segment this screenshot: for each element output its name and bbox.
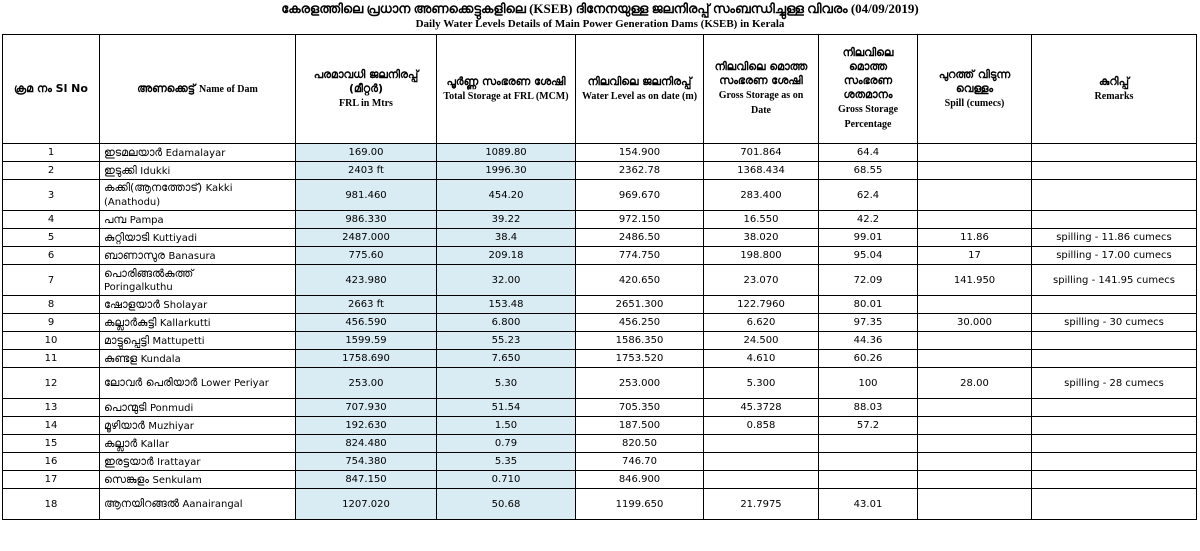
cell-pct: 80.01 — [819, 296, 918, 314]
cell-spill — [918, 489, 1032, 520]
table-row — [3, 314, 1197, 332]
cell-storage: 51.54 — [437, 399, 576, 417]
cell-pct: 60.26 — [819, 350, 918, 368]
cell-gross — [704, 471, 819, 489]
cell-spill: 11.86 — [918, 229, 1032, 247]
cell-storage: 5.30 — [437, 368, 576, 399]
cell-remarks — [1032, 350, 1197, 368]
cell-pct: 43.01 — [819, 489, 918, 520]
cell-remarks: spilling - 17.00 cumecs — [1032, 247, 1197, 265]
cell-level: 746.70 — [576, 453, 704, 471]
cell-frl: 981.460 — [296, 180, 437, 211]
cell-level: 820.50 — [576, 435, 704, 453]
cell-frl: 847.150 — [296, 471, 437, 489]
cell-gross: 23.070 — [704, 265, 819, 296]
cell-spill: 28.00 — [918, 368, 1032, 399]
cell-gross: 5.300 — [704, 368, 819, 399]
cell-sl: 7 — [3, 265, 100, 296]
header-remarks: കുറിപ്പ് Remarks — [1032, 35, 1197, 144]
cell-sl: 2 — [3, 162, 100, 180]
table-row — [3, 180, 1197, 211]
cell-pct: 42.2 — [819, 211, 918, 229]
cell-sl: 17 — [3, 471, 100, 489]
cell-remarks — [1032, 332, 1197, 350]
header-frl: പരമാവധി ജലനിരപ്പ് (മീറ്റർ) FRL in Mtrs — [296, 35, 437, 144]
cell-level: 1586.350 — [576, 332, 704, 350]
cell-gross: 21.7975 — [704, 489, 819, 520]
cell-frl: 1207.020 — [296, 489, 437, 520]
cell-storage: 209.18 — [437, 247, 576, 265]
cell-remarks — [1032, 453, 1197, 471]
cell-gross: 6.620 — [704, 314, 819, 332]
cell-sl: 9 — [3, 314, 100, 332]
cell-remarks — [1032, 162, 1197, 180]
cell-remarks — [1032, 435, 1197, 453]
table-row — [3, 453, 1197, 471]
cell-sl: 13 — [3, 399, 100, 417]
cell-pct: 88.03 — [819, 399, 918, 417]
cell-storage: 32.00 — [437, 265, 576, 296]
cell-name: കുണ്ടള Kundala — [100, 350, 296, 368]
cell-spill: 141.950 — [918, 265, 1032, 296]
cell-name: ഷോളയാർ Sholayar — [100, 296, 296, 314]
cell-frl: 707.930 — [296, 399, 437, 417]
cell-level: 154.900 — [576, 144, 704, 162]
cell-spill — [918, 399, 1032, 417]
table-row — [3, 368, 1197, 399]
cell-remarks — [1032, 489, 1197, 520]
cell-sl: 4 — [3, 211, 100, 229]
cell-sl: 8 — [3, 296, 100, 314]
cell-frl: 2487.000 — [296, 229, 437, 247]
cell-sl: 18 — [3, 489, 100, 520]
cell-storage: 454.20 — [437, 180, 576, 211]
cell-name: ഇരട്ടയാർ Irattayar — [100, 453, 296, 471]
header-pct: നിലവിലെ മൊത്ത സംഭരണ ശതമാനം Gross Storage Percentage — [819, 35, 918, 144]
cell-spill — [918, 350, 1032, 368]
cell-gross: 38.020 — [704, 229, 819, 247]
cell-gross: 122.7960 — [704, 296, 819, 314]
header-gross: നിലവിലെ മൊത്ത സംഭരണ ശേഷി Gross Storage as on Date — [704, 35, 819, 144]
cell-sl: 15 — [3, 435, 100, 453]
table-row — [3, 229, 1197, 247]
cell-gross: 198.800 — [704, 247, 819, 265]
cell-frl: 456.590 — [296, 314, 437, 332]
cell-sl: 12 — [3, 368, 100, 399]
cell-frl: 2403 ft — [296, 162, 437, 180]
cell-remarks: spilling - 28 cumecs — [1032, 368, 1197, 399]
cell-sl: 6 — [3, 247, 100, 265]
cell-gross: 283.400 — [704, 180, 819, 211]
cell-storage: 0.79 — [437, 435, 576, 453]
cell-level: 846.900 — [576, 471, 704, 489]
cell-frl: 824.480 — [296, 435, 437, 453]
cell-storage: 1089.80 — [437, 144, 576, 162]
cell-storage: 39.22 — [437, 211, 576, 229]
cell-name: പമ്പ Pampa — [100, 211, 296, 229]
cell-pct: 68.55 — [819, 162, 918, 180]
cell-remarks — [1032, 211, 1197, 229]
cell-pct — [819, 435, 918, 453]
titles — [0, 0, 1200, 34]
cell-gross: 701.864 — [704, 144, 819, 162]
cell-name: കല്ലാർകുട്ടി Kallarkutti — [100, 314, 296, 332]
cell-spill — [918, 471, 1032, 489]
cell-storage: 153.48 — [437, 296, 576, 314]
cell-name: കക്കി(ആനത്തോട്) Kakki (Anathodu) — [100, 180, 296, 211]
cell-name: പൊന്മുടി Ponmudi — [100, 399, 296, 417]
cell-pct: 64.4 — [819, 144, 918, 162]
cell-level: 253.000 — [576, 368, 704, 399]
cell-spill — [918, 417, 1032, 435]
cell-gross: 4.610 — [704, 350, 819, 368]
table-row — [3, 265, 1197, 296]
cell-spill — [918, 144, 1032, 162]
cell-remarks — [1032, 417, 1197, 435]
cell-spill — [918, 180, 1032, 211]
cell-pct: 99.01 — [819, 229, 918, 247]
table-row — [3, 211, 1197, 229]
cell-name: ആനയിറങ്ങൽ Aanairangal — [100, 489, 296, 520]
table-row — [3, 435, 1197, 453]
table-row — [3, 399, 1197, 417]
cell-storage: 55.23 — [437, 332, 576, 350]
header-name: അണക്കെട്ട് Name of Dam — [100, 35, 296, 144]
cell-sl: 5 — [3, 229, 100, 247]
cell-remarks — [1032, 180, 1197, 211]
table-row — [3, 417, 1197, 435]
header-spill: പുറത്ത് വിടുന്ന വെള്ളം Spill (cumecs) — [918, 35, 1032, 144]
cell-remarks — [1032, 399, 1197, 417]
cell-storage: 5.35 — [437, 453, 576, 471]
cell-spill — [918, 332, 1032, 350]
cell-remarks: spilling - 11.86 cumecs — [1032, 229, 1197, 247]
cell-sl: 16 — [3, 453, 100, 471]
table-row — [3, 471, 1197, 489]
cell-pct: 57.2 — [819, 417, 918, 435]
cell-pct: 95.04 — [819, 247, 918, 265]
cell-name: മാട്ടുപ്പെട്ടി Mattupetti — [100, 332, 296, 350]
cell-spill — [918, 211, 1032, 229]
cell-name: ലോവർ പെരിയാർ Lower Periyar — [100, 368, 296, 399]
cell-level: 705.350 — [576, 399, 704, 417]
cell-level: 2486.50 — [576, 229, 704, 247]
cell-gross: 45.3728 — [704, 399, 819, 417]
cell-storage: 0.710 — [437, 471, 576, 489]
table-row — [3, 296, 1197, 314]
cell-name: കുറ്റിയാടി Kuttiyadi — [100, 229, 296, 247]
cell-spill — [918, 435, 1032, 453]
cell-level: 1199.650 — [576, 489, 704, 520]
header-sl: ക്രമ നം Sl No — [3, 35, 100, 144]
cell-frl: 192.630 — [296, 417, 437, 435]
cell-remarks — [1032, 296, 1197, 314]
table-row — [3, 332, 1197, 350]
table-row — [3, 247, 1197, 265]
cell-gross — [704, 453, 819, 471]
cell-spill: 30.000 — [918, 314, 1032, 332]
cell-pct: 97.35 — [819, 314, 918, 332]
cell-frl: 775.60 — [296, 247, 437, 265]
title-english: Daily Water Levels Details of Main Power Generation Dams (KSEB) in Kerala — [415, 18, 785, 30]
cell-frl: 754.380 — [296, 453, 437, 471]
cell-frl: 2663 ft — [296, 296, 437, 314]
cell-level: 972.150 — [576, 211, 704, 229]
cell-frl: 1599.59 — [296, 332, 437, 350]
cell-spill — [918, 296, 1032, 314]
cell-gross: 1368.434 — [704, 162, 819, 180]
cell-sl: 3 — [3, 180, 100, 211]
header-storage: പൂർണ്ണ സംഭരണ ശേഷി Total Storage at FRL (MCM) — [437, 35, 576, 144]
cell-storage: 7.650 — [437, 350, 576, 368]
cell-pct: 44.36 — [819, 332, 918, 350]
cell-frl: 169.00 — [296, 144, 437, 162]
header-level: നിലവിലെ ജലനിരപ്പ് Water Level as on date (m) — [576, 35, 704, 144]
table-row — [3, 162, 1197, 180]
dam-levels-table — [2, 34, 1197, 520]
cell-level: 774.750 — [576, 247, 704, 265]
cell-level: 1753.520 — [576, 350, 704, 368]
cell-level: 2651.300 — [576, 296, 704, 314]
cell-sl: 1 — [3, 144, 100, 162]
cell-name: ഇടമലയാർ Edamalayar — [100, 144, 296, 162]
cell-pct: 72.09 — [819, 265, 918, 296]
cell-gross: 0.858 — [704, 417, 819, 435]
cell-spill — [918, 162, 1032, 180]
cell-remarks: spilling - 141.95 cumecs — [1032, 265, 1197, 296]
cell-sl: 11 — [3, 350, 100, 368]
cell-level: 456.250 — [576, 314, 704, 332]
cell-pct — [819, 471, 918, 489]
table-row — [3, 489, 1197, 520]
cell-storage: 6.800 — [437, 314, 576, 332]
cell-name: കല്ലാർ Kallar — [100, 435, 296, 453]
table-row — [3, 350, 1197, 368]
cell-level: 187.500 — [576, 417, 704, 435]
title-malayalam: കേരളത്തിലെ പ്രധാന അണക്കെട്ടുകളിലെ (KSEB) ദിനേനയുള്ള ജലനിരപ്പ് സംബന്ധിച്ചുള്ള വിവരം (04/09/2019) — [281, 1, 919, 16]
cell-name: ഇടുക്കി Idukki — [100, 162, 296, 180]
cell-level: 420.650 — [576, 265, 704, 296]
header-row — [3, 35, 1197, 144]
cell-pct — [819, 453, 918, 471]
cell-frl: 986.330 — [296, 211, 437, 229]
cell-level: 2362.78 — [576, 162, 704, 180]
cell-storage: 1996.30 — [437, 162, 576, 180]
cell-name: സെങ്കുളം Senkulam — [100, 471, 296, 489]
cell-storage: 1.50 — [437, 417, 576, 435]
cell-gross: 16.550 — [704, 211, 819, 229]
cell-storage: 38.4 — [437, 229, 576, 247]
cell-level: 969.670 — [576, 180, 704, 211]
cell-frl: 1758.690 — [296, 350, 437, 368]
cell-gross — [704, 435, 819, 453]
cell-frl: 253.00 — [296, 368, 437, 399]
cell-remarks — [1032, 144, 1197, 162]
cell-name: മൂഴിയാർ Muzhiyar — [100, 417, 296, 435]
cell-remarks: spilling - 30 cumecs — [1032, 314, 1197, 332]
cell-gross: 24.500 — [704, 332, 819, 350]
cell-spill: 17 — [918, 247, 1032, 265]
cell-storage: 50.68 — [437, 489, 576, 520]
cell-pct: 62.4 — [819, 180, 918, 211]
cell-name: പൊരിങ്ങൽകുത്ത് Poringalkuthu — [100, 265, 296, 296]
cell-sl: 10 — [3, 332, 100, 350]
cell-frl: 423.980 — [296, 265, 437, 296]
cell-sl: 14 — [3, 417, 100, 435]
cell-spill — [918, 453, 1032, 471]
table-row — [3, 144, 1197, 162]
cell-pct: 100 — [819, 368, 918, 399]
cell-name: ബാണാസുര Banasura — [100, 247, 296, 265]
cell-remarks — [1032, 471, 1197, 489]
